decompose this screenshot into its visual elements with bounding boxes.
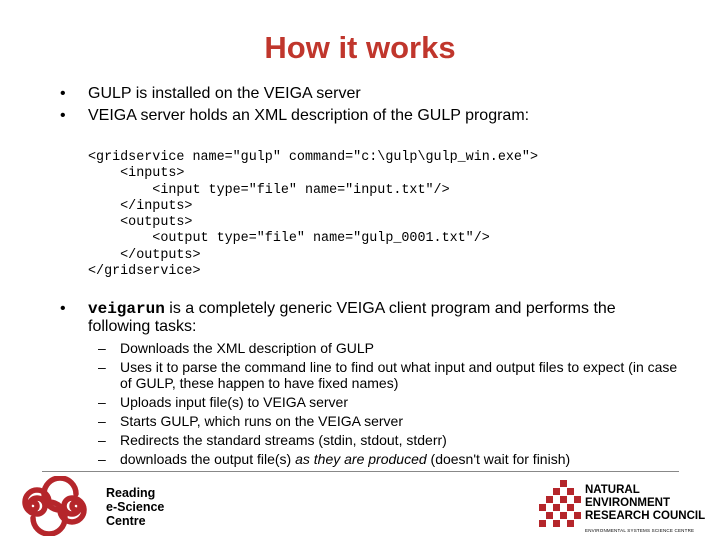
list-item: – Starts GULP, which runs on the VEIGA server xyxy=(98,413,403,429)
code-line: </gridservice> xyxy=(88,264,201,280)
code-line: <input type="file" name="input.txt"/> xyxy=(88,182,450,198)
list-item: – Redirects the standard streams (stdin, stdout, stderr) xyxy=(98,432,447,448)
bullet-marker: • xyxy=(60,300,66,317)
nerc-logo-text: NATURAL ENVIRONMENT RESEARCH COUNCIL ENVIRONMENTAL SYSTEMS SCIENCE CENTRE xyxy=(585,484,706,533)
list-item: – downloads the output file(s) as they are produced (doesn't wait for finish) xyxy=(98,451,571,467)
task-list xyxy=(98,340,678,470)
footer-divider xyxy=(42,471,679,472)
list-item: – Uploads input file(s) to VEIGA server xyxy=(98,394,348,410)
veigarun-command: veigarun xyxy=(88,300,165,318)
code-line: </inputs> xyxy=(88,198,193,214)
code-line: <gridservice name="gulp" command="c:\gulp\gulp_win.exe"> xyxy=(88,150,538,165)
list-item: – Uses it to parse the command line to find out what input and output files to expect (in case of GULP, these happen to have fixed names) xyxy=(98,359,678,391)
reading-spiral-logo-icon xyxy=(10,476,102,536)
veigarun-description: is a completely generic VEIGA client program and performs the following tasks: xyxy=(88,300,616,335)
code-line: </outputs> xyxy=(88,247,201,263)
code-line: <output type="file" name="gulp_0001.txt"/> xyxy=(88,231,490,247)
reading-logo-text: Reading e-Science Centre xyxy=(106,486,165,528)
code-line: <inputs> xyxy=(88,166,185,182)
nerc-logo-icon xyxy=(538,480,582,532)
list-item: – Downloads the XML description of GULP xyxy=(98,340,374,356)
slide-title: How it works xyxy=(264,30,456,65)
code-line: <outputs> xyxy=(88,215,193,231)
bullet-marker: • xyxy=(60,85,66,102)
bullet-gulp-installed: GULP is installed on the VEIGA server xyxy=(88,85,361,102)
bullet-veigarun xyxy=(88,300,678,335)
bullet-marker: • xyxy=(60,107,66,124)
xml-code-block xyxy=(88,150,538,280)
bullet-xml-description: VEIGA server holds an XML description of the GULP program: xyxy=(88,107,530,124)
